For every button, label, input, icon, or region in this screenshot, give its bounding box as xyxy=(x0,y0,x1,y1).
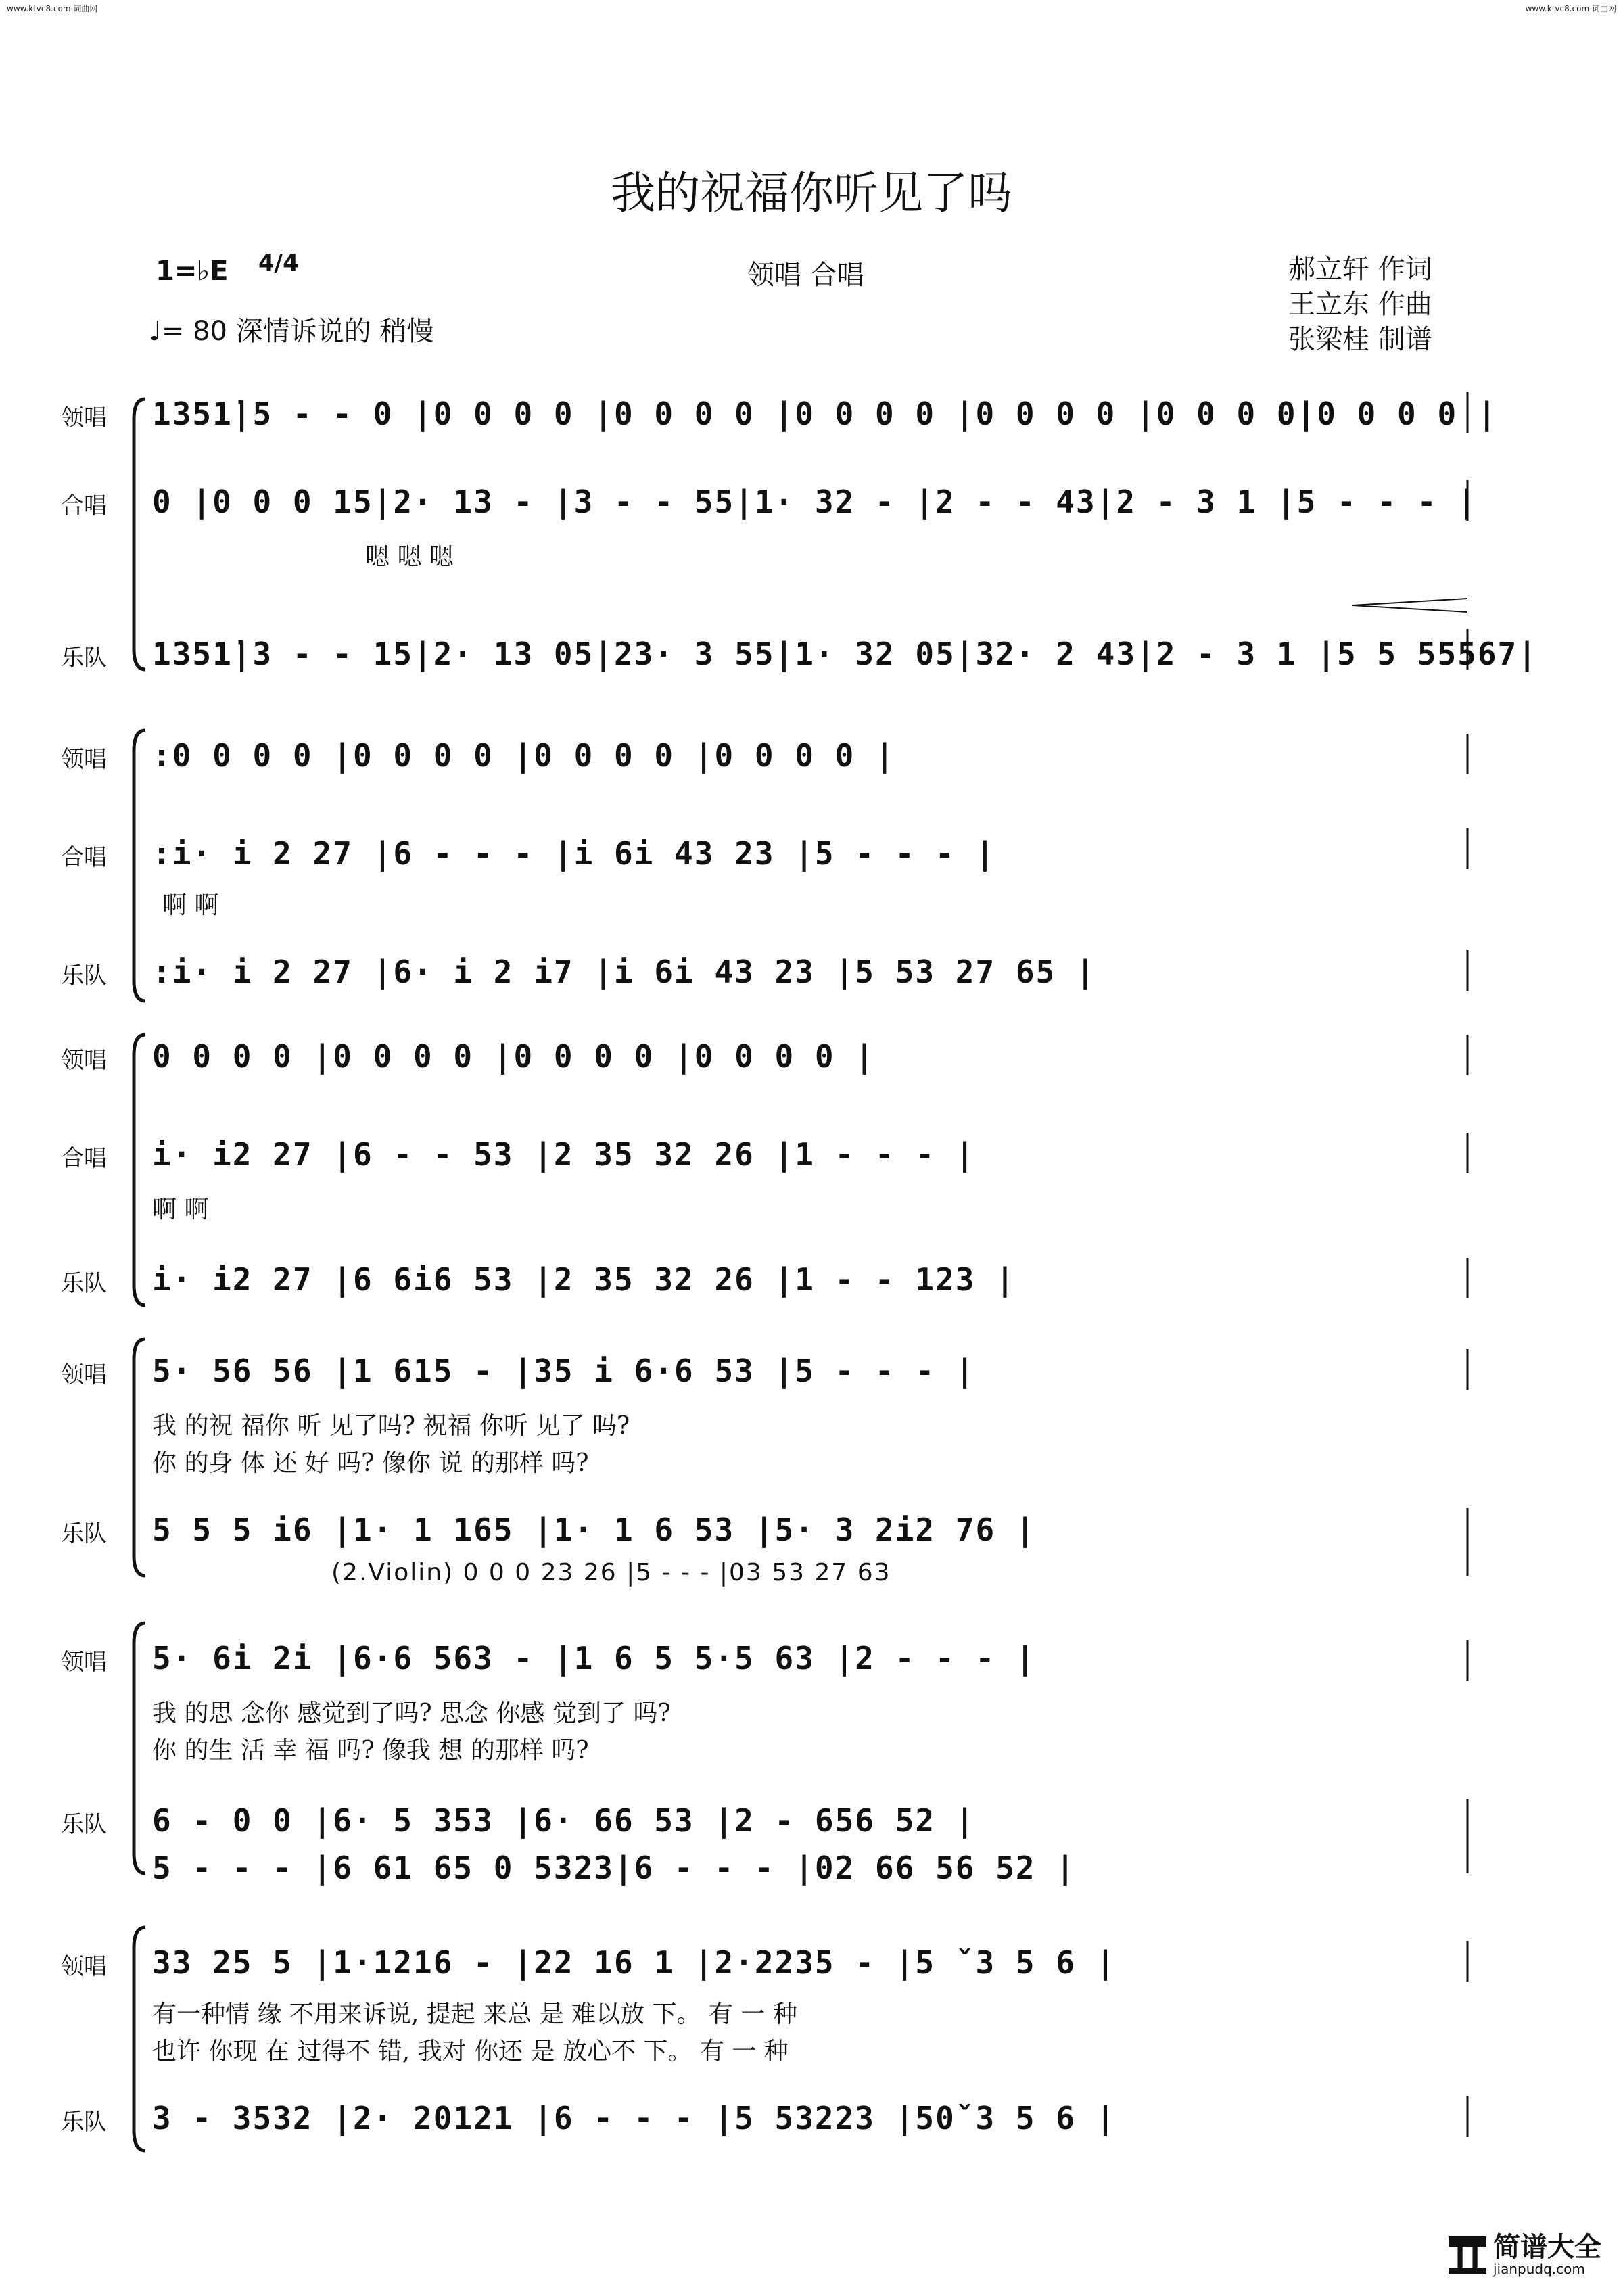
lyric-line: 啊 啊 xyxy=(162,891,219,919)
notes-row: :0 0 0 0 |0 0 0 0 |0 0 0 0 |0 0 0 0 | xyxy=(152,737,895,774)
lyric-line: 有一种情 缘 不用来诉说, 提起 来总 是 难以放 下。 有 一 种 xyxy=(152,2000,797,2028)
composer-credit: 王立东 作曲 xyxy=(1288,289,1432,320)
piano-keys-icon: ▮▮▮ xyxy=(1449,2236,1486,2274)
notes-row: 3 - 3532 |2· 20121 |6 - - - |5 53223 |50ˇ3 5 6 | xyxy=(152,2100,1116,2136)
label-lead: 领唱 xyxy=(61,1649,107,1676)
label-lead: 领唱 xyxy=(61,746,107,773)
time-signature-text: 4/4 xyxy=(258,250,299,277)
label-band: 乐队 xyxy=(61,1520,107,1547)
label-band: 乐队 xyxy=(61,1811,107,1838)
notes-row: :i· i 2 27 |6 - - - |i 6i 43 23 |5 - - - | xyxy=(152,835,996,872)
label-chorus: 合唱 xyxy=(61,844,107,871)
tempo-marking: ♩= 80 深情诉说的 稍慢 xyxy=(149,316,434,347)
notes-row: 6 - 0 0 |6· 5 353 |6· 66 53 |2 - 656 52 | xyxy=(152,1802,976,1839)
lyricist-credit: 郝立轩 作词 xyxy=(1288,254,1432,285)
performance-note: 领唱 合唱 xyxy=(747,260,864,291)
logo-url: jianpudq.com xyxy=(1493,2261,1585,2277)
violin-part: (2.Violin) 0 0 0 23 26 |5 - - - |03 53 27 63 xyxy=(331,1559,891,1587)
label-band: 乐队 xyxy=(61,1270,107,1297)
label-lead: 领唱 xyxy=(61,1953,107,1980)
label-band: 乐队 xyxy=(61,2109,107,2136)
label-band: 乐队 xyxy=(61,962,107,989)
notes-row: i· i2 27 |6 - - 53 |2 35 32 26 |1 - - - | xyxy=(152,1136,976,1173)
notes-row: :i· i 2 27 |6· i 2 i7 |i 6i 43 23 |5 53 27 65 | xyxy=(152,954,1096,990)
notes-row: i· i2 27 |6 6i6 53 |2 35 32 26 |1 - - 123 | xyxy=(152,1261,1016,1298)
notes-row: 1351̇|3 - - 15|2· 13 05|23· 3 55|1· 32 05|32· 2 43|2 - 3 1 |5 5 55567| xyxy=(152,636,1538,672)
notes-row: 5· 56 56 |1 615 - |35 i 6·6 53 |5 - - - | xyxy=(152,1353,976,1389)
score-title: 我的祝福你听见了吗 xyxy=(611,167,1012,219)
lyric-line: 我 的思 念你 感觉到了吗? 思念 你感 觉到了 吗? xyxy=(152,1700,671,1727)
notes-row: 5 5 5 i6 |1· 1 165 |1· 1 6 53 |5· 3 2i2 76 | xyxy=(152,1512,1036,1548)
notes-row: 0 0 0 0 |0 0 0 0 |0 0 0 0 |0 0 0 0 | xyxy=(152,1038,875,1075)
arranger-credit: 张梁桂 制谱 xyxy=(1288,324,1432,355)
label-lead: 领唱 xyxy=(61,1047,107,1074)
lyric-line: 你 的生 活 幸 福 吗? 像我 想 的那样 吗? xyxy=(152,1737,589,1764)
key-signature: 1=♭E xyxy=(156,256,229,287)
watermark-right: www.ktvc8.com 词曲网 xyxy=(1525,4,1616,14)
label-chorus: 合唱 xyxy=(61,492,107,519)
logo-text-group xyxy=(1493,2234,1601,2277)
label-lead: 领唱 xyxy=(61,1361,107,1388)
lyric-line: 也许 你现 在 过得不 错, 我对 你还 是 放心不 下。 有 一 种 xyxy=(152,2038,789,2065)
logo-name: 简谱大全 xyxy=(1493,2232,1601,2263)
label-chorus: 合唱 xyxy=(61,1145,107,1172)
lyric-line: 你 的身 体 还 好 吗? 像你 说 的那样 吗? xyxy=(152,1449,589,1477)
lyric-line: 嗯 嗯 嗯 xyxy=(365,543,454,571)
watermark-left: www.ktvc8.com 词曲网 xyxy=(7,4,98,14)
notes-row: 5· 6i 2i |6·6 563 - |1 6 5 5·5 63 |2 - - - | xyxy=(152,1640,1036,1677)
lyric-line: 啊 啊 xyxy=(152,1196,209,1223)
lyric-line: 我 的祝 福你 听 见了吗? 祝福 你听 见了 吗? xyxy=(152,1412,630,1440)
site-logo[interactable] xyxy=(1444,2232,1601,2277)
label-lead: 领唱 xyxy=(61,404,107,431)
notes-row: 33 25 5 |1·1216 - |22 16 1 |2·2235 - |5 ˇ3 5 6 | xyxy=(152,1944,1116,1981)
notes-row-lower: 5 - - - |6 61 65 0 5323|6 - - - |02 66 56 52 | xyxy=(152,1850,1076,1886)
notes-row: 1351̇|5 - - 0 |0 0 0 0 |0 0 0 0 |0 0 0 0 |0 0 0 0 |0 0 0 0|0 0 0 0 | xyxy=(152,396,1498,432)
notes-row: 0 |0 0 0 15|2· 13 - |3 - - 55|1· 32 - |2 - - 43|2 - 3 1 |5 - - - | xyxy=(152,484,1478,520)
label-band: 乐队 xyxy=(61,645,107,672)
